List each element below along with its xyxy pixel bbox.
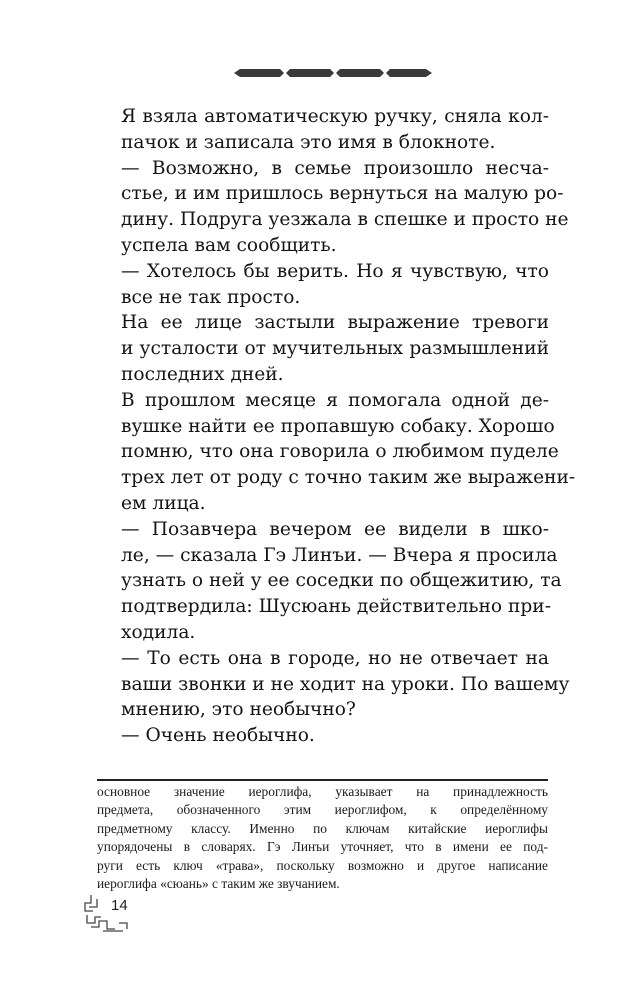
text-line: пачок и записала это имя в блокноте.	[121, 131, 496, 153]
text-line: Я взяла автоматическую ручку, сняла кол-	[121, 106, 549, 127]
paragraph	[121, 517, 562, 646]
text-line: — Хотелось бы верить. Но я чувствую, что	[121, 260, 549, 282]
text-line: ле, — сказала Гэ Линъи. — Вчера я просила	[121, 544, 558, 566]
paragraph	[121, 259, 549, 311]
text-line: все не так просто.	[121, 286, 301, 308]
text-line: дину. Подруга уезжала в спешке и просто не	[121, 209, 569, 231]
footnote-line: предметному классу. Именно по ключам китайские иероглифы	[97, 820, 548, 836]
text-line: — Позавчера вечером ее видели в шко-	[121, 518, 549, 540]
paragraph	[121, 646, 570, 723]
paragraph	[121, 156, 569, 259]
footnote-line: иероглифа «сюань» с таким же звучанием.	[97, 876, 340, 892]
text-line: — То есть она в городе, но не отвечает на	[121, 647, 549, 669]
text-line: В прошлом месяце я помогала одной де-	[121, 389, 549, 411]
text-line: подтвердила: Шусюань действительно при-	[121, 596, 551, 618]
text-line: ходила.	[121, 621, 196, 643]
footnote-line: упорядочены в словарях. Гэ Линъи уточняет, что в имени ее под-	[97, 839, 548, 855]
text-line: трех лет от роду с точно таким же выражени-	[121, 467, 576, 489]
header-ornament	[234, 67, 432, 79]
paragraph	[121, 388, 576, 517]
page-number: 14	[111, 897, 128, 914]
footnote-line: предмета, обозначенного этим иероглифом, к определённому	[97, 802, 548, 818]
text-line: — Возможно, в семье произошло несча-	[121, 157, 549, 179]
text-line: узнать о ней у ее соседки по общежитию, та	[121, 570, 562, 592]
footnote-rule	[97, 779, 548, 781]
text-line: помню, что она говорила о любимом пуделе	[121, 441, 559, 463]
paragraph	[121, 310, 549, 387]
footnote-line: основное значение иероглифа, указывает на принадлежность	[97, 784, 548, 799]
footnote-line: руги есть ключ «трава», поскольку возможно и другое написание	[97, 857, 548, 873]
text-line: ваши звонки и не ходит на уроки. По вашему	[121, 673, 570, 695]
page-number-ornament	[83, 893, 137, 933]
text-line: последних дней.	[121, 363, 284, 385]
paragraph	[121, 723, 549, 749]
text-line: На ее лице застыли выражение тревоги	[121, 312, 549, 334]
text-line: успела вам сообщить.	[121, 234, 337, 256]
text-line: стье, и им пришлось вернуться на малую ро-	[121, 183, 564, 205]
text-line: мнению, это необычно?	[121, 699, 356, 721]
paragraph	[121, 104, 549, 156]
text-line: и усталости от мучительных размышлений	[121, 338, 549, 360]
text-line: вушке найти ее пропавшую собаку. Хорошо	[121, 415, 555, 437]
footnote	[97, 783, 548, 893]
main-text	[121, 104, 576, 749]
text-line: — Очень необычно.	[121, 725, 315, 747]
text-line: ем лица.	[121, 492, 206, 514]
